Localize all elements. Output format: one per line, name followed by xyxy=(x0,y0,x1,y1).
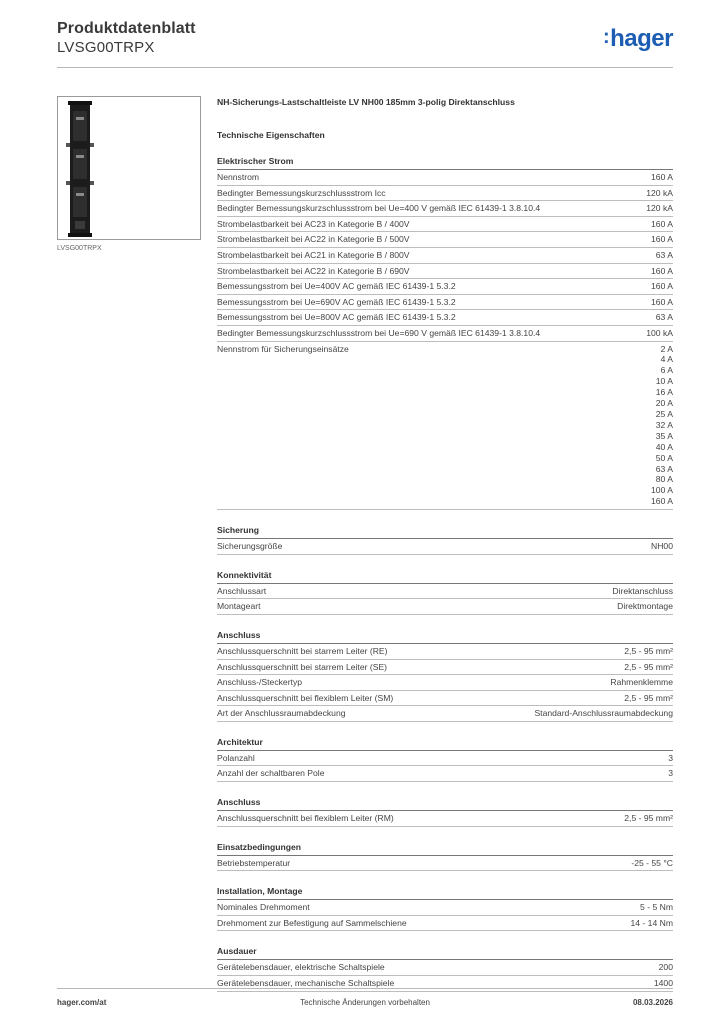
spec-value: 2,5 - 95 mm² xyxy=(624,813,673,824)
spec-row xyxy=(217,706,673,722)
spec-value-item: 160 A xyxy=(651,496,673,507)
spec-value: 160 A xyxy=(651,218,673,229)
product-image-frame xyxy=(57,96,201,240)
spec-value: 2,5 - 95 mm² xyxy=(624,661,673,672)
spec-row xyxy=(217,691,673,707)
spec-value: Rahmenklemme xyxy=(610,677,673,688)
spec-row xyxy=(217,170,673,186)
spec-value: 63 A xyxy=(655,312,673,323)
spec-group-title: Anschluss xyxy=(217,796,673,811)
spec-label: Anschlussquerschnitt bei starrem Leiter (SE) xyxy=(217,661,388,672)
spec-label: Drehmoment zur Befestigung auf Sammelschiene xyxy=(217,917,407,928)
spec-group xyxy=(217,841,673,872)
spec-label: Bedingter Bemessungskurzschlussstrom Icc xyxy=(217,187,386,198)
spec-row xyxy=(217,900,673,916)
spec-group-title: Konnektivität xyxy=(217,569,673,584)
spec-group xyxy=(217,736,673,782)
spec-value: 1400 xyxy=(653,978,673,989)
spec-label: Anschluss-/Steckertyp xyxy=(217,677,303,688)
spec-value: 5 - 5 Nm xyxy=(640,902,673,913)
section-title: Technische Eigenschaften xyxy=(217,130,325,140)
spec-group-title: Architektur xyxy=(217,736,673,751)
spec-row xyxy=(217,201,673,217)
document-title: Produktdatenblatt xyxy=(57,20,196,37)
spec-row xyxy=(217,539,673,555)
spec-label: Gerätelebensdauer, elektrische Schaltspiele xyxy=(217,962,385,973)
spec-row xyxy=(217,644,673,660)
spec-value-item: 100 A xyxy=(651,485,673,496)
spec-label: Polanzahl xyxy=(217,752,255,763)
product-code: LVSG00TRPX xyxy=(57,39,155,56)
spec-row xyxy=(217,599,673,615)
spec-value-item: 25 A xyxy=(655,408,673,419)
spec-row xyxy=(217,232,673,248)
spec-label: Bedingter Bemessungskurzschlussstrom bei Ue=400 V gemäß IEC 61439-1 3.8.10.4 xyxy=(217,203,541,214)
spec-row xyxy=(217,675,673,691)
spec-value: 160 A xyxy=(651,281,673,292)
logo-colon-mark: : xyxy=(602,26,610,48)
header-divider xyxy=(57,67,673,68)
spec-value: 3 xyxy=(668,768,673,779)
spec-value: 63 A xyxy=(655,249,673,260)
spec-group xyxy=(217,885,673,931)
spec-value: Direktanschluss xyxy=(612,585,673,596)
spec-row xyxy=(217,584,673,600)
spec-row xyxy=(217,186,673,202)
spec-group xyxy=(217,524,673,555)
spec-label: Anschlussquerschnitt bei flexiblem Leiter (SM) xyxy=(217,692,394,703)
spec-value-item: 50 A xyxy=(655,452,673,463)
spec-value: 200 xyxy=(658,962,673,973)
spec-value-item: 63 A xyxy=(655,463,673,474)
spec-row xyxy=(217,217,673,233)
spec-group-title: Anschluss xyxy=(217,629,673,644)
spec-label: Gerätelebensdauer, mechanische Schaltspiele xyxy=(217,978,395,989)
spec-row xyxy=(217,856,673,872)
spec-label: Nominales Drehmoment xyxy=(217,902,310,913)
spec-value: 120 kA xyxy=(646,187,673,198)
spec-row xyxy=(217,310,673,326)
spec-label: Nennstrom xyxy=(217,172,260,182)
spec-value: 100 kA xyxy=(646,327,673,338)
spec-row xyxy=(217,751,673,767)
spec-group xyxy=(217,629,673,722)
spec-row xyxy=(217,811,673,827)
spec-value: 160 A xyxy=(651,172,673,182)
spec-value-item: 20 A xyxy=(655,398,673,409)
spec-group xyxy=(217,569,673,615)
spec-value: Direktmontage xyxy=(617,601,673,612)
spec-value: -25 - 55 °C xyxy=(631,857,673,868)
spec-row xyxy=(217,279,673,295)
spec-label: Bedingter Bemessungskurzschlussstrom bei Ue=690 V gemäß IEC 61439-1 3.8.10.4 xyxy=(217,327,541,338)
spec-label: Anschlussart xyxy=(217,585,267,596)
spec-value-item: 10 A xyxy=(655,376,673,387)
spec-content xyxy=(217,96,673,992)
spec-value: Standard-Anschlussraumabdeckung xyxy=(534,708,673,719)
spec-group-title: Einsatzbedingungen xyxy=(217,841,673,856)
spec-value: 120 kA xyxy=(646,203,673,214)
spec-value: 160 A xyxy=(651,234,673,245)
spec-label: Betriebstemperatur xyxy=(217,857,291,868)
spec-row xyxy=(217,660,673,676)
spec-label: Montageart xyxy=(217,601,261,612)
spec-label: Nennstrom für Sicherungseinsätze xyxy=(217,343,349,354)
spec-row xyxy=(217,248,673,264)
product-name: NH-Sicherungs-Lastschaltleiste LV NH00 185mm 3-polig Direktanschluss xyxy=(217,97,515,107)
spec-label: Bemessungsstrom bei Ue=800V AC gemäß IEC 61439-1 5.3.2 xyxy=(217,312,456,323)
footer-divider xyxy=(57,988,673,989)
spec-groups xyxy=(217,155,673,992)
spec-value-item: 4 A xyxy=(660,354,673,365)
spec-label: Anzahl der schaltbaren Pole xyxy=(217,768,325,779)
spec-label: Strombelastbarkeit bei AC21 in Kategorie B / 800V xyxy=(217,249,410,260)
spec-row xyxy=(217,766,673,782)
spec-value-item: 2 A xyxy=(660,343,673,354)
spec-value: 14 - 14 Nm xyxy=(630,917,673,928)
spec-value-item: 40 A xyxy=(655,441,673,452)
spec-row xyxy=(217,295,673,311)
spec-value: 2,5 - 95 mm² xyxy=(624,692,673,703)
spec-label: Strombelastbarkeit bei AC22 in Kategorie B / 690V xyxy=(217,265,410,276)
spec-label: Art der Anschlussraumabdeckung xyxy=(217,708,346,719)
spec-value-item: 80 A xyxy=(655,474,673,485)
spec-row xyxy=(217,960,673,976)
spec-row xyxy=(217,326,673,342)
spec-value: 160 A xyxy=(651,296,673,307)
page-header xyxy=(57,20,673,56)
spec-value xyxy=(651,344,673,508)
footer-note: Technische Änderungen vorbehalten xyxy=(300,998,430,1007)
footer-date: 08.03.2026 xyxy=(632,998,673,1007)
spec-row xyxy=(217,342,673,511)
spec-label: Strombelastbarkeit bei AC22 in Kategorie B / 500V xyxy=(217,234,410,245)
spec-row xyxy=(217,264,673,280)
spec-value-item: 32 A xyxy=(655,419,673,430)
spec-group xyxy=(217,945,673,991)
spec-value: 160 A xyxy=(651,265,673,276)
spec-label: Sicherungsgröße xyxy=(217,541,283,552)
spec-group-title: Ausdauer xyxy=(217,945,673,960)
hager-logo xyxy=(603,27,673,52)
fuse-switch-disconnector-image xyxy=(64,101,96,237)
product-image-caption: LVSG00TRPX xyxy=(57,245,102,252)
spec-label: Bemessungsstrom bei Ue=690V AC gemäß IEC 61439-1 5.3.2 xyxy=(217,296,456,307)
spec-label: Bemessungsstrom bei Ue=400V AC gemäß IEC 61439-1 5.3.2 xyxy=(217,281,456,292)
spec-row xyxy=(217,976,673,992)
spec-value-item: 16 A xyxy=(655,387,673,398)
spec-label: Strombelastbarkeit bei AC23 in Kategorie B / 400V xyxy=(217,218,410,229)
spec-group xyxy=(217,155,673,510)
spec-value-item: 6 A xyxy=(660,365,673,376)
spec-row xyxy=(217,916,673,932)
spec-group-title: Installation, Montage xyxy=(217,885,673,900)
spec-value: 2,5 - 95 mm² xyxy=(624,645,673,656)
logo-text: hager xyxy=(610,25,673,52)
spec-group-title: Sicherung xyxy=(217,524,673,539)
footer-website-link[interactable]: hager.com/at xyxy=(57,998,107,1007)
spec-group-title: Elektrischer Strom xyxy=(217,155,673,170)
spec-value: NH00 xyxy=(651,541,673,552)
spec-value-item: 35 A xyxy=(655,430,673,441)
spec-value: 3 xyxy=(668,752,673,763)
spec-group xyxy=(217,796,673,827)
spec-label: Anschlussquerschnitt bei flexiblem Leiter (RM) xyxy=(217,813,394,824)
spec-label: Anschlussquerschnitt bei starrem Leiter (RE) xyxy=(217,645,388,656)
